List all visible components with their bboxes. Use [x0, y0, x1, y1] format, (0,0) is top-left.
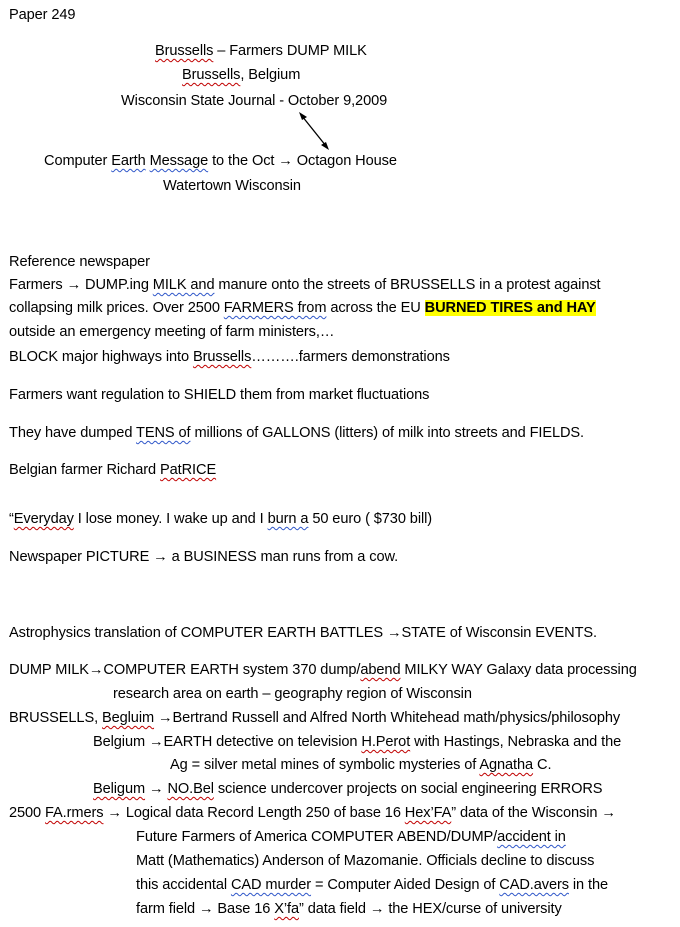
- text-part: Agnatha: [479, 757, 534, 773]
- text-part: CAD.avers: [499, 877, 569, 893]
- quote-paragraph: [9, 510, 432, 528]
- text-part: across the EU: [326, 300, 425, 316]
- text-part: = Computer Aided Design of: [311, 877, 500, 893]
- text-part: They have dumped: [9, 425, 137, 441]
- text-part: PatRICE: [160, 462, 217, 478]
- text-part: X’fa: [274, 901, 299, 917]
- text-part: TENS of: [136, 425, 191, 441]
- text-part: manure onto the streets of BRUSSELLS in a protest against: [214, 277, 601, 293]
- reference-line-2: [9, 299, 596, 317]
- dump-milk-line: [9, 661, 637, 679]
- text-part: ” data field → the HEX/curse of university: [298, 901, 562, 917]
- reference-title: Reference newspaper: [9, 254, 150, 270]
- text-part: accident in: [497, 829, 566, 845]
- dump-milk-line-2: research area on earth – geography region of Wisconsin: [113, 686, 472, 702]
- text-part: in the: [568, 877, 608, 893]
- text-part: DUMP MILK→COMPUTER EARTH system 370 dump/: [9, 662, 361, 678]
- text-part: science undercover projects on social engineering ERRORS: [213, 781, 603, 797]
- text-part: Belgium →EARTH detective on television: [93, 734, 362, 750]
- belgium-line: [93, 733, 621, 751]
- message-word: Message: [149, 153, 209, 169]
- text-part: with Hastings, Nebraska and the: [410, 734, 622, 750]
- location-city: Brussells: [182, 67, 241, 83]
- text-part: 2500: [9, 805, 46, 821]
- dumped-paragraph: [9, 424, 584, 442]
- text-part: FA.rmers: [45, 805, 104, 821]
- text-part: →Bertrand Russell and Alfred North Whitehead math/physics/philosophy: [154, 710, 621, 726]
- text-part: C.: [533, 757, 552, 773]
- text-part: CAD murder: [230, 877, 312, 893]
- message-line: [44, 152, 397, 170]
- headline: [155, 42, 367, 60]
- ag-line: [170, 756, 551, 774]
- message-part: Computer: [44, 153, 112, 169]
- source-line: Wisconsin State Journal - October 9,2009: [121, 93, 388, 109]
- text-part: Farmers → DUMP.ing: [9, 277, 153, 293]
- location-country: , Belgium: [240, 67, 301, 83]
- text-part: NO.Bel: [167, 781, 214, 797]
- brussells-line: [9, 709, 620, 727]
- watertown-line: Watertown Wisconsin: [163, 178, 301, 194]
- reference-line-3: outside an emergency meeting of farm ministers,…: [9, 324, 335, 340]
- text-part: Beligum: [93, 781, 146, 797]
- paper-label: Paper 249: [9, 7, 76, 23]
- text-part: Begluim: [102, 710, 155, 726]
- message-part: to the Oct → Octagon House: [208, 153, 397, 169]
- farmer-paragraph: [9, 461, 216, 479]
- headline-city: Brussells: [155, 43, 214, 59]
- text-part: this accidental: [136, 877, 231, 893]
- double-arrow-icon: [290, 108, 340, 154]
- astro-title: Astrophysics translation of COMPUTER EARTH BATTLES →STATE of Wisconsin EVENTS.: [9, 625, 597, 641]
- farmers-line-2: [136, 828, 566, 846]
- text-part: BLOCK major highways into: [9, 349, 193, 365]
- text-part: farm field → Base 16: [136, 901, 275, 917]
- text-part: burn a: [267, 511, 309, 527]
- text-part: millions of GALLONS (litters) of milk into streets and FIELDS.: [190, 425, 585, 441]
- text-part: Everyday: [13, 511, 74, 527]
- farmers-line-1: [9, 804, 616, 822]
- text-part: 50 euro ( $730 bill): [308, 511, 433, 527]
- text-part: ……….farmers demonstrations: [251, 349, 450, 365]
- text-part: Hex’FA: [404, 805, 452, 821]
- text-part: BRUSSELLS,: [9, 710, 102, 726]
- text-part: abend: [360, 662, 401, 678]
- location-line: [182, 66, 300, 84]
- highlighted-text: BURNED TIRES and HAY: [424, 300, 596, 316]
- shield-paragraph: Farmers want regulation to SHIELD them from market fluctuations: [9, 387, 430, 403]
- text-part: →: [145, 781, 168, 797]
- text-part: H.Perot: [361, 734, 411, 750]
- farmers-line-5: [136, 900, 562, 918]
- text-part: Brussells: [192, 349, 252, 365]
- text-part: ” data of the Wisconsin →: [451, 805, 616, 821]
- text-part: MILKY WAY Galaxy data processing: [400, 662, 637, 678]
- text-part: FARMERS from: [223, 300, 327, 316]
- beligum-line: [93, 780, 602, 798]
- message-earth: Earth: [111, 153, 146, 169]
- text-part: MILK and: [152, 277, 215, 293]
- text-part: → Logical data Record Length 250 of base 16: [103, 805, 405, 821]
- text-part: I lose money. I wake up and I: [73, 511, 268, 527]
- text-part: Future Farmers of America COMPUTER ABEND/DUMP/: [136, 829, 498, 845]
- reference-line-1: [9, 276, 600, 294]
- farmers-line-4: [136, 876, 608, 894]
- text-part: collapsing milk prices. Over 2500: [9, 300, 224, 316]
- reference-line-4: [9, 348, 450, 366]
- text-part: Ag = silver metal mines of symbolic mysteries of: [170, 757, 480, 773]
- picture-paragraph: Newspaper PICTURE → a BUSINESS man runs from a cow.: [9, 549, 399, 565]
- text-part: “: [9, 511, 14, 527]
- farmers-line-3: Matt (Mathematics) Anderson of Mazomanie. Officials decline to discuss: [136, 853, 595, 869]
- headline-rest: – Farmers DUMP MILK: [213, 43, 367, 59]
- text-part: Belgian farmer Richard: [9, 462, 160, 478]
